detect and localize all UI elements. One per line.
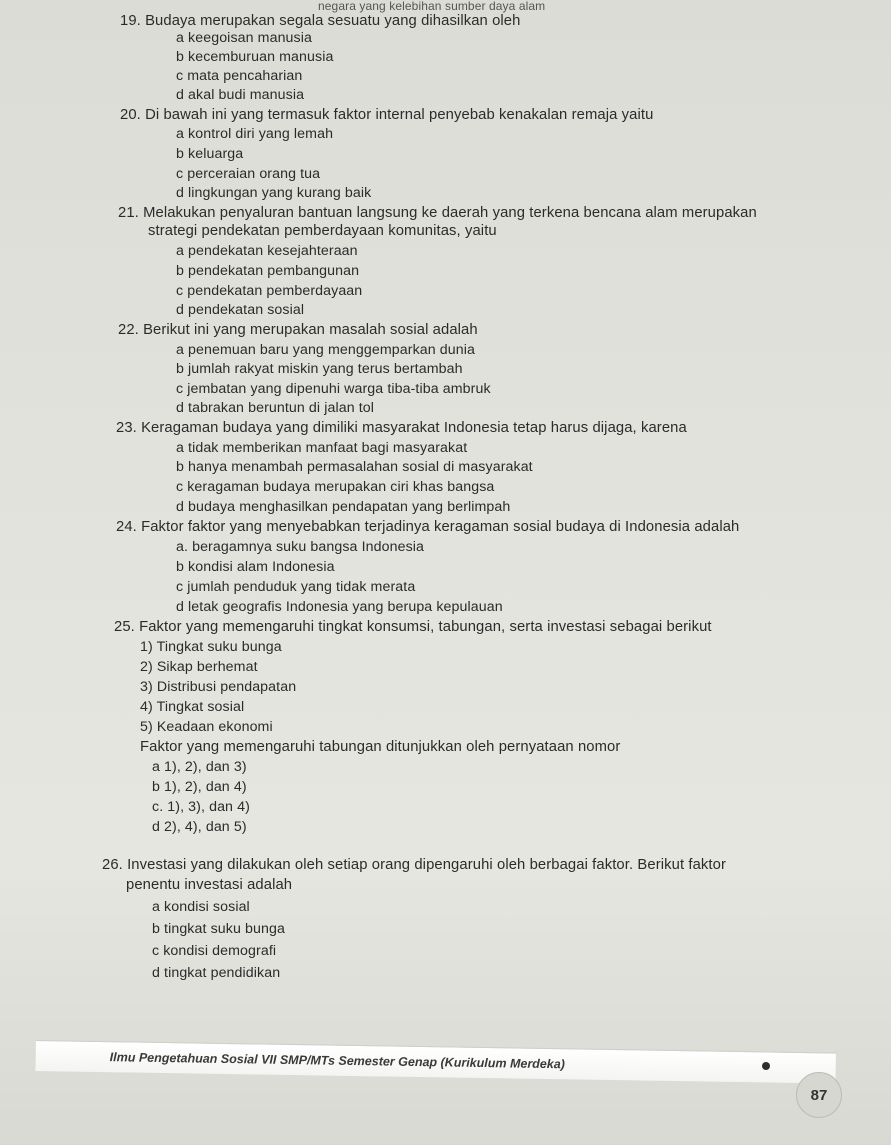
question-20-option-c: c perceraian orang tua [176,166,321,182]
question-19-text: 19. Budaya merupakan segala sesuatu yang dihasilkan oleh [120,13,521,29]
question-21-option-b: b pendekatan pembangunan [176,263,360,279]
question-19-option-b: b kecemburuan manusia [176,49,334,65]
question-22-option-c: c jembatan yang dipenuhi warga tiba-tiba ambruk [176,381,491,397]
question-23-option-c: c keragaman budaya merupakan ciri khas bangsa [176,479,495,495]
question-20-option-a: a kontrol diri yang lemah [176,126,334,142]
question-24-text: 24. Faktor faktor yang menyebabkan terjadinya keragaman sosial budaya di Indonesia adalah [116,519,740,535]
question-25-option-b: b 1), 2), dan 4) [152,779,247,795]
question-25-statement-2: 2) Sikap berhemat [140,659,258,675]
question-25-statement-1: 1) Tingkat suku bunga [140,639,282,655]
question-25-option-d: d 2), 4), dan 5) [152,819,247,835]
footer-book-title: Ilmu Pengetahuan Sosial VII SMP/MTs Semester Genap (Kurikulum Merdeka) [109,1050,566,1072]
header-fragment: negara yang kelebihan sumber daya alam [318,0,546,13]
question-25-text: 25. Faktor yang memengaruhi tingkat konsumsi, tabungan, serta investasi sebagai berikut [114,619,712,635]
question-25-sub-question: Faktor yang memengaruhi tabungan ditunjukkan oleh pernyataan nomor [140,739,621,755]
corner-dot-icon [762,1062,770,1070]
question-22-option-b: b jumlah rakyat miskin yang terus bertambah [176,361,463,377]
question-20-option-b: b keluarga [176,146,244,162]
question-25-option-a: a 1), 2), dan 3) [152,759,247,775]
question-23-text: 23. Keragaman budaya yang dimiliki masyarakat Indonesia tetap harus dijaga, karena [116,420,687,436]
question-21-text-line-2: strategi pendekatan pemberdayaan komunitas, yaitu [148,223,497,239]
question-19-option-a: a keegoisan manusia [176,30,312,46]
question-26-option-c: c kondisi demografi [152,943,277,959]
question-26-option-d: d tingkat pendidikan [152,965,281,981]
question-25-option-c: c. 1), 3), dan 4) [152,799,250,815]
question-25-statement-3: 3) Distribusi pendapatan [140,679,297,695]
question-19-option-c: c mata pencaharian [176,68,303,84]
question-26-text-line-2: penentu investasi adalah [126,877,293,893]
question-22-option-d: d tabrakan beruntun di jalan tol [176,400,375,416]
question-24-option-a: a. beragamnya suku bangsa Indonesia [176,539,425,555]
question-24-option-d: d letak geografis Indonesia yang berupa kepulauan [176,599,503,615]
question-21-text-line-1: 21. Melakukan penyaluran bantuan langsung ke daerah yang terkena bencana alam merupakan [118,205,757,221]
question-21-option-c: c pendekatan pemberdayaan [176,283,363,299]
question-26-option-a: a kondisi sosial [152,899,250,915]
page-number: 87 [796,1072,842,1118]
question-20-text: 20. Di bawah ini yang termasuk faktor internal penyebab kenakalan remaja yaitu [120,107,654,123]
question-25-statement-5: 5) Keadaan ekonomi [140,719,273,735]
question-23-option-a: a tidak memberikan manfaat bagi masyarakat [176,440,468,456]
footer-bar [36,1040,836,1084]
question-21-option-a: a pendekatan kesejahteraan [176,243,358,259]
question-26-option-b: b tingkat suku bunga [152,921,285,937]
question-23-option-b: b hanya menambah permasalahan sosial di masyarakat [176,459,533,475]
question-21-option-d: d pendekatan sosial [176,302,305,318]
question-19-option-d: d akal budi manusia [176,87,305,103]
question-24-option-c: c jumlah penduduk yang tidak merata [176,579,416,595]
question-22-text: 22. Berikut ini yang merupakan masalah sosial adalah [118,322,478,338]
question-20-option-d: d lingkungan yang kurang baik [176,185,372,201]
question-26-text-line-1: 26. Investasi yang dilakukan oleh setiap orang dipengaruhi oleh berbagai faktor. Berikut faktor [102,857,726,873]
question-25-statement-4: 4) Tingkat sosial [140,699,245,715]
question-22-option-a: a penemuan baru yang menggemparkan dunia [176,342,475,358]
question-24-option-b: b kondisi alam Indonesia [176,559,335,575]
question-23-option-d: d budaya menghasilkan pendapatan yang berlimpah [176,499,511,515]
